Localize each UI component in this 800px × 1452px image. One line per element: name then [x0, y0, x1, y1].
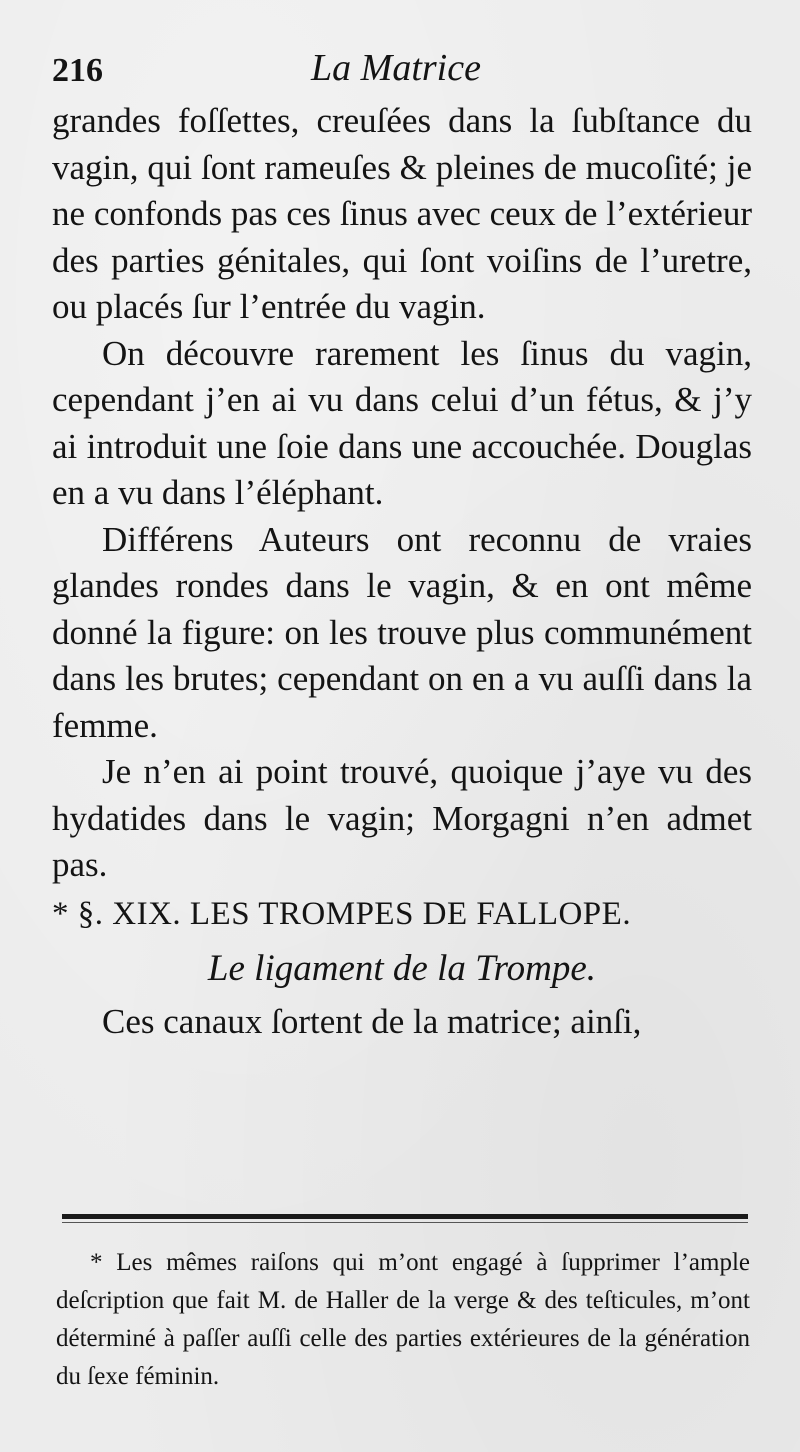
paragraph-sinus-vagin: On découvre rarement les ſinus du vagin, cependant j’en ai vu dans celui d’un fétus, & j’y ai introduit une ſoie dans une accouchée. Douglas en a vu dans l’éléphant. [52, 333, 752, 512]
footnote-rule-thin [62, 1222, 748, 1223]
running-title: La Matrice [311, 47, 481, 89]
paragraph-continued: grandes foſſettes, creuſées dans la ſubſtance du vagin, qui ſont rameuſes & pleines de mucoſité; je ne confonds pas ces ſinus avec ceux de l’extérieur des parties génitales, qui ſont voiſins de l’uretre, ou placés ſur l’entrée du vagin. [52, 101, 752, 326]
body-text [52, 98, 752, 1045]
section-heading: * §. XIX. LES TROMPES DE FALLOPE. [52, 895, 632, 932]
running-head [52, 44, 740, 94]
section-first-line: Ces canaux ſortent de la matrice; ainſi, [102, 1001, 642, 1041]
footnote [56, 1244, 750, 1396]
footnote-text: * Les mêmes raiſons qui m’ont engagé à ſupprimer l’ample deſcription que fait M. de Haller de la verge & des teſticules, m’ont déterminé à paſſer auſſi celle des parties extérieures de la génération du ſexe féminin. [56, 1249, 750, 1390]
footnote-rule [62, 1214, 748, 1219]
paragraph-hydatides: Je n’en ai point trouvé, quoique j’aye vu des hydatides dans le vagin; Morgagni n’en admet pas. [52, 752, 752, 884]
page-number: 216 [52, 52, 103, 89]
paragraph-glandes: Différens Auteurs ont reconnu de vraies glandes rondes dans le vagin, & en ont même donné la figure: on les trouve plus communément dans les brutes; cependant on en a vu auſſi dans la femme. [52, 519, 752, 745]
section-subheading: Le ligament de la Trompe. [207, 947, 597, 989]
